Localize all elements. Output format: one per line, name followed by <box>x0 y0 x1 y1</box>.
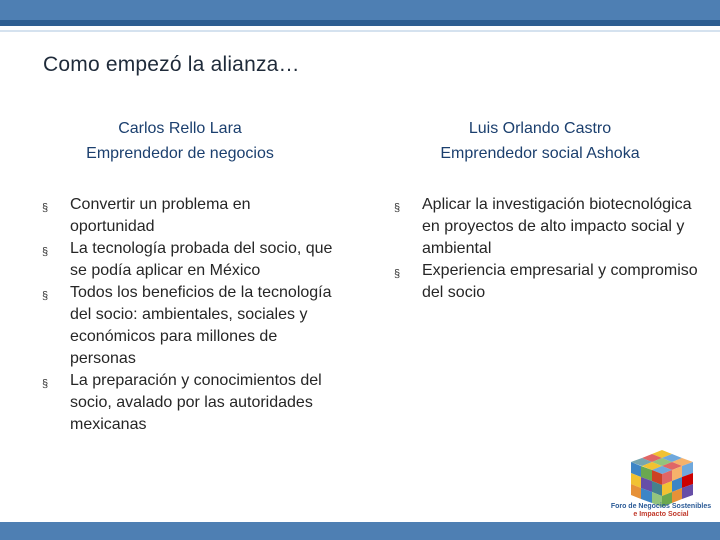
list-item <box>38 282 338 370</box>
logo-line-2: e Impacto Social <box>633 511 689 518</box>
bullet-marker-icon: § <box>42 246 49 258</box>
right-person-role: Emprendedor social Ashoka <box>440 145 640 162</box>
logo-line-1: Foro de Negocios Sostenibles <box>610 503 712 510</box>
logo-caption <box>605 503 717 519</box>
slide-title: Como empezó la alianza… <box>43 53 300 76</box>
bullet-text: Experiencia empresarial y compromiso del socio <box>422 262 698 301</box>
left-person-role: Emprendedor de negocios <box>86 145 274 162</box>
right-person-name: Luis Orlando Castro <box>468 120 612 137</box>
bullet-text: La preparación y conocimientos del socio, avalado por las autoridades mexicanas <box>70 372 322 433</box>
top-bar <box>0 0 720 26</box>
right-bullet-list <box>390 194 702 304</box>
list-item <box>38 370 338 436</box>
bullet-marker-icon: § <box>394 202 401 214</box>
list-item <box>38 194 338 238</box>
bullet-text: Todos los beneficios de la tecnología del socio: ambientales, sociales y económicos para millones de personas <box>70 284 332 367</box>
left-bullet-list <box>38 194 338 436</box>
right-column-header <box>400 116 680 166</box>
bottom-bar <box>0 522 720 540</box>
list-item <box>390 194 702 260</box>
list-item <box>38 238 338 282</box>
bullet-text: Convertir un problema en oportunidad <box>70 196 251 235</box>
top-rule <box>0 30 720 32</box>
left-person-name: Carlos Rello Lara <box>118 120 242 137</box>
bullet-text: La tecnología probada del socio, que se podía aplicar en México <box>70 240 333 279</box>
list-item <box>390 260 702 304</box>
bullet-marker-icon: § <box>394 268 401 280</box>
bullet-marker-icon: § <box>42 202 49 214</box>
bullet-marker-icon: § <box>42 378 49 390</box>
bullet-text: Aplicar la investigación biotecnológica en proyectos de alto impacto social y ambiental <box>422 196 692 257</box>
left-column-header <box>52 116 308 166</box>
top-bar-strip <box>0 20 720 26</box>
bullet-marker-icon: § <box>42 290 49 302</box>
